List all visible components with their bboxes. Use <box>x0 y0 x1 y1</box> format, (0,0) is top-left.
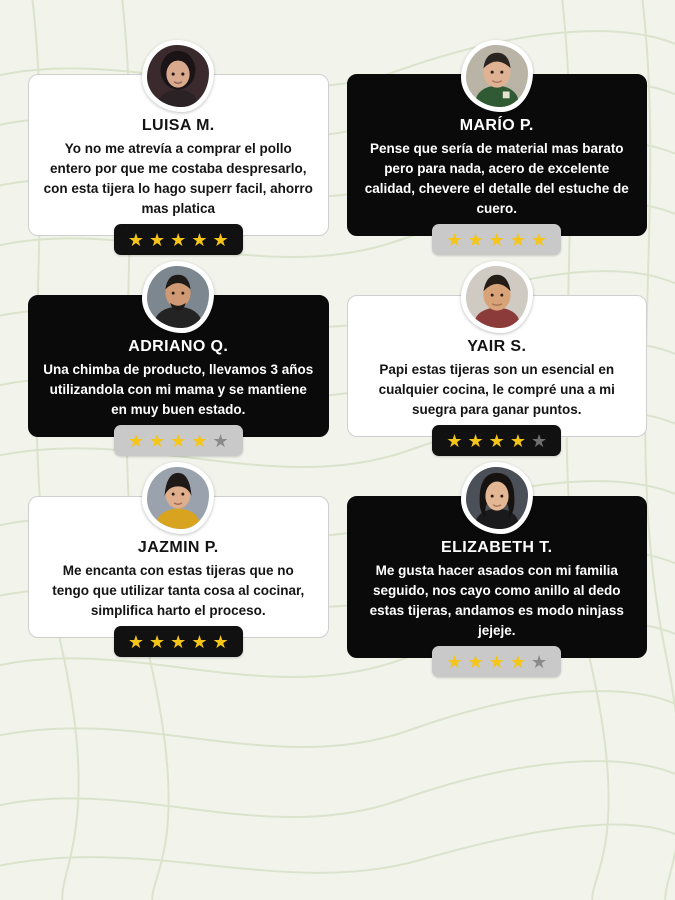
star-icon: ★ <box>467 430 484 451</box>
reviews-grid <box>28 40 647 677</box>
star-icon-empty: ★ <box>530 651 548 672</box>
star-icon: ★ <box>509 229 526 250</box>
star-icon: ★ <box>149 229 166 250</box>
reviewer-name: LUISA M. <box>141 117 215 134</box>
reviewer-name: YAIR S. <box>467 337 527 355</box>
review-text: Me gusta hacer asados con mi familia seguido, nos cayo como anillo al dedo estas tijeras, andamos es modo ninjass jejeje. <box>369 562 624 638</box>
star-icon: ★ <box>446 651 463 672</box>
star-icon: ★ <box>149 430 166 451</box>
star-icon: ★ <box>488 229 505 250</box>
star-icon: ★ <box>488 430 505 451</box>
star-icon-empty: ★ <box>530 430 548 451</box>
star-icon: ★ <box>212 229 229 250</box>
review-card-5 <box>28 462 329 677</box>
review-text: Me encanta con estas tijeras que no tengo que utilizar tanta cosa al cocinar, simplifica harto el proceso. <box>52 562 305 618</box>
rating-stars <box>114 425 243 456</box>
star-icon: ★ <box>191 631 208 652</box>
avatar <box>461 261 533 333</box>
avatar-photo-luisa <box>147 45 209 107</box>
reviewer-name: JAZMIN P. <box>137 538 219 556</box>
avatar <box>461 462 533 534</box>
star-icon: ★ <box>446 430 463 451</box>
reviewer-name: ADRIANO Q. <box>128 337 229 355</box>
star-icon: ★ <box>446 229 463 250</box>
avatar <box>142 40 214 112</box>
star-icon: ★ <box>170 229 187 250</box>
review-text: Pense que sería de material mas barato pero para nada, acero de excelente calidad, chevere el detalle del estuche de cuero. <box>364 141 629 216</box>
review-card-1 <box>28 40 329 255</box>
star-icon: ★ <box>127 229 145 250</box>
star-icon: ★ <box>127 631 145 652</box>
reviewer-name: ELIZABETH T. <box>441 538 553 556</box>
reviewer-name: MARÍO P. <box>459 117 534 134</box>
star-icon: ★ <box>467 229 484 250</box>
rating-stars <box>114 626 243 657</box>
star-icon: ★ <box>191 229 208 250</box>
star-icon: ★ <box>191 430 208 451</box>
star-icon: ★ <box>467 651 484 672</box>
review-text: Una chimba de producto, llevamos 3 años utilizandola con mi mama y se mantiene en muy buen estado. <box>43 361 314 417</box>
rating-stars <box>432 224 561 255</box>
star-icon: ★ <box>127 430 145 451</box>
star-icon: ★ <box>149 631 166 652</box>
star-icon: ★ <box>212 631 229 652</box>
review-text: Papi estas tijeras son un esencial en cualquier cocina, le compré una a mi suegra para ganar puntos. <box>378 361 615 417</box>
avatar <box>461 40 533 112</box>
avatar-photo-elizabeth <box>466 467 528 529</box>
rating-stars <box>114 224 243 255</box>
star-icon: ★ <box>509 651 526 672</box>
rating-stars <box>432 646 561 677</box>
review-card-6 <box>347 462 648 677</box>
review-card-2 <box>347 40 648 255</box>
avatar <box>142 462 214 534</box>
star-icon: ★ <box>488 651 505 672</box>
star-icon: ★ <box>170 631 187 652</box>
star-icon-empty: ★ <box>212 430 229 451</box>
star-icon: ★ <box>530 229 548 250</box>
review-text: Yo no me atrevía a comprar el pollo entero por que me costaba despresarlo, con esta tijera lo hago superr facil, ahorro mas platica <box>43 141 313 216</box>
avatar-photo-adriano <box>147 266 209 328</box>
review-card-3 <box>28 261 329 456</box>
avatar-photo-mario <box>466 45 528 107</box>
avatar <box>142 261 214 333</box>
rating-stars <box>432 425 561 456</box>
review-card-4 <box>347 261 648 456</box>
avatar-photo-jazmin <box>147 467 209 529</box>
avatar-photo-yair <box>466 266 528 328</box>
star-icon: ★ <box>509 430 526 451</box>
star-icon: ★ <box>170 430 187 451</box>
